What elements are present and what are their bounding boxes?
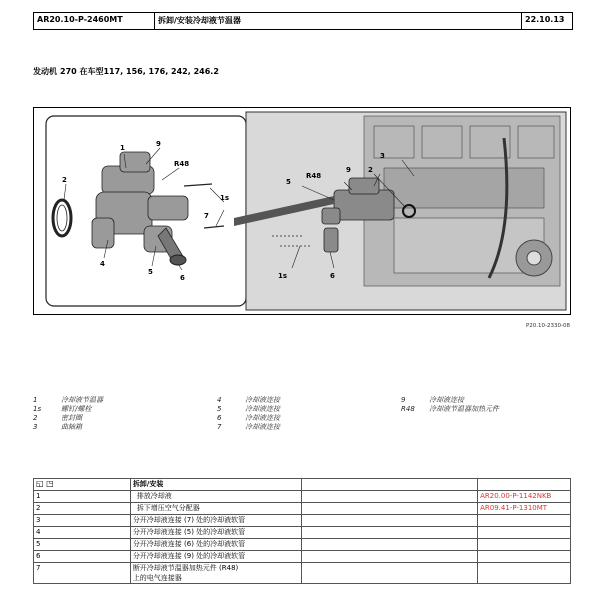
table-row: 2 拆下增压空气分配器 AR09.41-P-1310MT: [34, 503, 571, 515]
callout-label: 1s: [220, 194, 230, 202]
callout-label: 5: [286, 178, 291, 186]
table-row: 7 断开冷却液节温器加热元件 (R48) 上的电气连接器: [34, 563, 571, 584]
reference-link[interactable]: AR09.41-P-1310MT: [478, 503, 571, 515]
doc-date: 22.10.13: [525, 15, 565, 24]
legend-column-2: [217, 395, 280, 431]
callout-label: 6: [330, 272, 335, 280]
table-row: 4 分开冷却液连接 (5) 处的冷却液软管: [34, 527, 571, 539]
callout-label: 9: [156, 140, 161, 148]
legend-item: 1s 螺钉/螺栓: [33, 405, 92, 413]
table-header-row: [34, 479, 571, 491]
callout-label: 1s: [278, 272, 288, 280]
table-row: 6 分开冷却液连接 (9) 处的冷却液软管: [34, 551, 571, 563]
callout-label: R48: [306, 172, 322, 180]
legend-item: 3 曲轴箱: [33, 423, 82, 431]
callout-label: 6: [180, 274, 185, 282]
callout-label: 2: [368, 166, 373, 174]
engine-models: 270 在车型117, 156, 176, 242, 246.2: [60, 67, 219, 76]
doc-title: 拆卸/安装冷却液节温器: [155, 13, 522, 29]
legend-item: 1 冷却液节温器: [33, 396, 103, 404]
figure-code: P20.10-2330-08: [525, 323, 570, 329]
legend-item: R48 冷却液节温器加热元件: [401, 405, 499, 413]
table-row: 5 分开冷却液连接 (6) 处的冷却液软管: [34, 539, 571, 551]
legend-column-1: [33, 395, 103, 431]
reference-link[interactable]: AR20.00-P-1142NKB: [478, 491, 571, 503]
callout-label: 9: [346, 166, 351, 174]
callout-label: 5: [148, 268, 153, 276]
callout-label: 1: [120, 144, 125, 152]
legend-item: 9 冷却液连接: [401, 396, 464, 404]
legend-item: 4 冷却液连接: [217, 396, 280, 404]
table-row: 3 分开冷却液连接 (7) 处的冷却液软管: [34, 515, 571, 527]
legend-item: 7 冷却液连接: [217, 423, 280, 431]
legend-column-3: [401, 395, 499, 413]
figure-frame: [33, 107, 571, 315]
callout-label: R48: [174, 160, 190, 168]
legend-item: 5 冷却液连接: [217, 405, 280, 413]
header-title: 拆卸/安装: [130, 479, 302, 491]
document-header: [33, 12, 573, 30]
header-icons: ◱ ◳: [34, 479, 131, 491]
callout-label: 4: [100, 260, 105, 268]
engine-applicability: [33, 66, 219, 77]
legend-item: 6 冷却液连接: [217, 414, 280, 422]
table-row: 1 排放冷却液 AR20.00-P-1142NKB: [34, 491, 571, 503]
doc-id: AR20.10-P-2460MT: [34, 13, 155, 29]
callout-label: 3: [380, 152, 385, 160]
thermostat-illustration: [34, 108, 570, 314]
engine-label: 发动机: [33, 67, 57, 76]
callout-label: 7: [204, 212, 209, 220]
procedure-table: [33, 478, 571, 584]
legend-item: 2 密封圈: [33, 414, 82, 422]
callout-label: 2: [62, 176, 67, 184]
